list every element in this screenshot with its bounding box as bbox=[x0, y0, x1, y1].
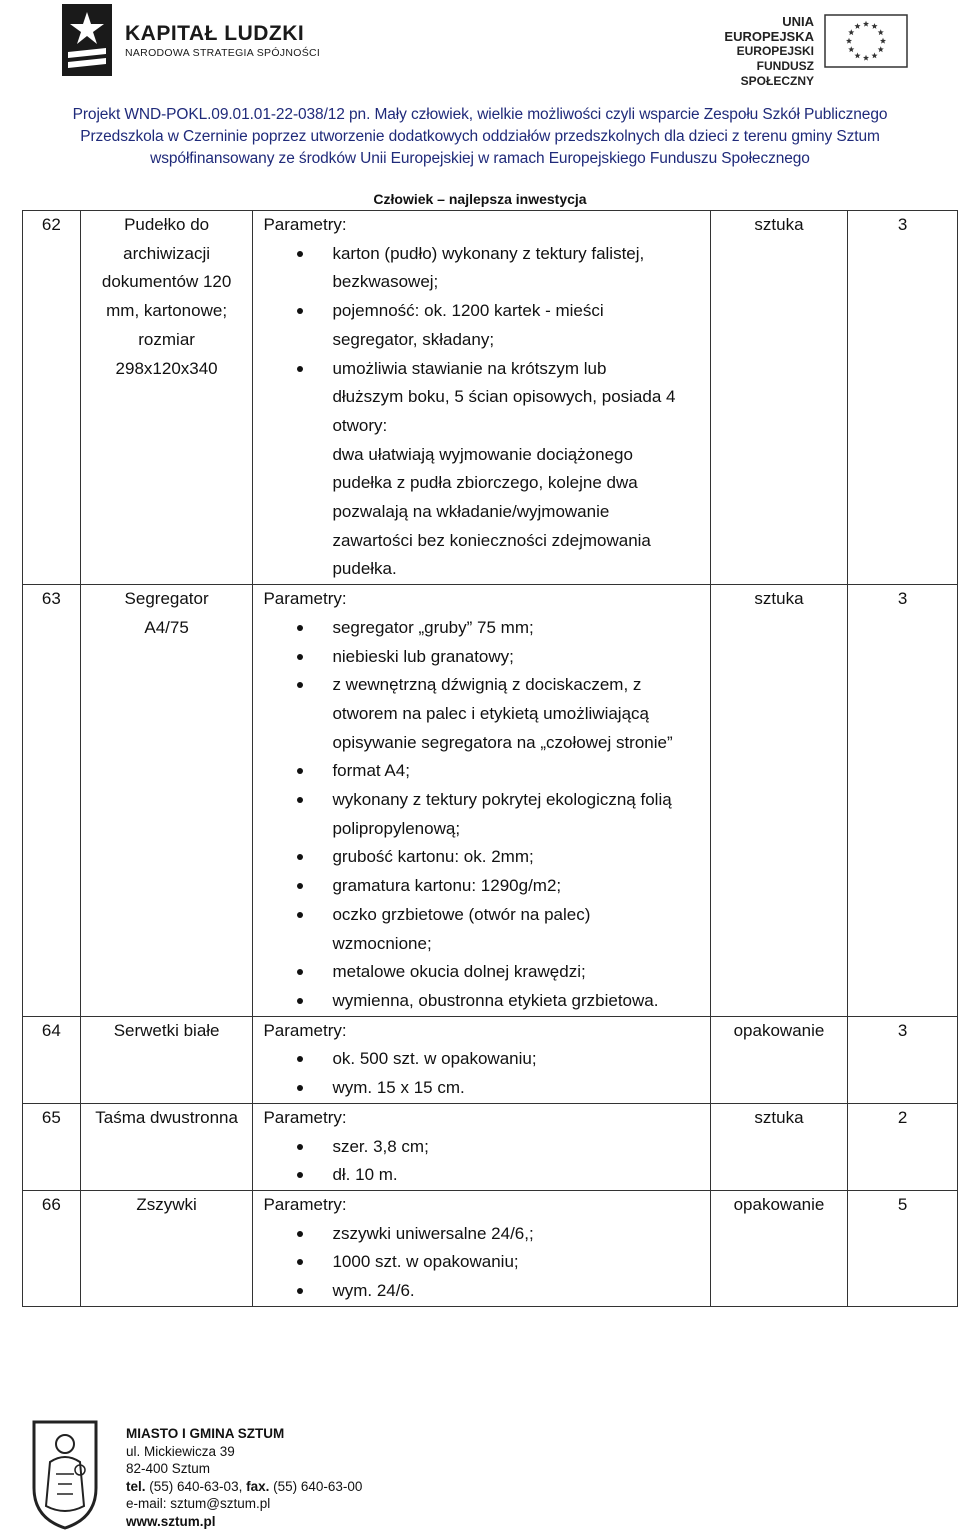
item-number: 66 bbox=[23, 1190, 81, 1306]
item-name-line: A4/75 bbox=[144, 617, 189, 637]
footer-phone-line bbox=[126, 1478, 362, 1496]
kapital-ludzki-subtitle: NARODOWA STRATEGIA SPÓJNOŚCI bbox=[125, 47, 321, 59]
parameter-line: oczko grzbietowe (otwór na palec) bbox=[332, 904, 591, 924]
item-name-line: Serwetki białe bbox=[113, 1020, 220, 1040]
item-quantity: 3 bbox=[848, 1016, 958, 1103]
project-line-2: Przedszkola w Czerninie poprzez utworzenie dodatkowych oddziałów przedszkolnych dla dzieci z terenu gminy Sztum bbox=[80, 128, 880, 145]
item-unit: opakowanie bbox=[710, 1016, 847, 1103]
parameter-list bbox=[263, 1133, 709, 1190]
parameter-line: metalowe okucia dolnej krawędzi; bbox=[332, 962, 586, 982]
item-name-line: rozmiar bbox=[138, 329, 195, 349]
table-row bbox=[23, 1016, 958, 1103]
item-number: 65 bbox=[23, 1103, 81, 1190]
parameter-line: z wewnętrzną dźwignią z dociskaczem, z bbox=[332, 675, 642, 695]
parameter-item bbox=[332, 786, 709, 843]
item-name bbox=[80, 1103, 253, 1190]
parameter-item bbox=[332, 901, 709, 958]
item-name bbox=[80, 585, 253, 1017]
item-name-line: 298x120x340 bbox=[115, 358, 218, 378]
parameters-label: Parametry: bbox=[263, 1020, 347, 1040]
eu-logo-line3: FUNDUSZ SPOŁECZNY bbox=[740, 59, 814, 88]
table-row bbox=[23, 1103, 958, 1190]
parameter-item bbox=[332, 958, 709, 987]
project-line-1: Projekt WND-POKL.09.01.01-22-038/12 pn. Mały człowiek, wielkie możliwości czyli wsparcie Zespołu Szkół Publicznego bbox=[72, 106, 888, 123]
parameter-item bbox=[332, 1248, 709, 1277]
item-quantity: 5 bbox=[848, 1190, 958, 1306]
parameter-line: szer. 3,8 cm; bbox=[332, 1136, 429, 1156]
parameter-item bbox=[332, 1045, 709, 1074]
kapital-ludzki-title: KAPITAŁ LUDZKI bbox=[125, 22, 305, 45]
parameter-list bbox=[263, 614, 709, 1016]
parameter-line: wymienna, obustronna etykieta grzbietowa. bbox=[332, 990, 659, 1010]
table-row bbox=[23, 585, 958, 1017]
item-parameters bbox=[253, 1016, 710, 1103]
sztum-crest-icon bbox=[30, 1418, 100, 1530]
parameter-note-line: pudełka. bbox=[332, 559, 397, 579]
parameter-item bbox=[332, 843, 709, 872]
footer-city: 82-400 Sztum bbox=[126, 1461, 211, 1477]
parameters-label: Parametry: bbox=[263, 589, 347, 609]
parameter-item bbox=[332, 240, 709, 297]
item-unit: opakowanie bbox=[710, 1190, 847, 1306]
item-number: 63 bbox=[23, 585, 81, 1017]
parameter-item bbox=[332, 872, 709, 901]
item-parameters bbox=[253, 1190, 710, 1306]
item-name bbox=[80, 211, 253, 585]
parameter-item bbox=[332, 987, 709, 1016]
parameter-line: wykonany z tektury pokrytej ekologiczną folią bbox=[332, 790, 672, 810]
parameter-line: wym. 24/6. bbox=[332, 1281, 415, 1301]
parameter-item bbox=[332, 1277, 709, 1306]
parameter-item bbox=[332, 1133, 709, 1162]
parameter-item bbox=[332, 671, 709, 757]
footer-street: ul. Mickiewicza 39 bbox=[126, 1443, 235, 1459]
parameter-item bbox=[332, 1074, 709, 1103]
item-unit: sztuka bbox=[710, 211, 847, 585]
footer-fax: (55) 640-63-00 bbox=[269, 1478, 363, 1494]
project-line-3: współfinansowany ze środków Unii Europejskiej w ramach Europejskiego Funduszu Społecznego bbox=[150, 150, 810, 167]
item-number: 62 bbox=[23, 211, 81, 585]
item-quantity: 3 bbox=[848, 585, 958, 1017]
parameter-item bbox=[332, 643, 709, 672]
parameter-line: wym. 15 x 15 cm. bbox=[332, 1078, 465, 1098]
parameter-line: otwory: bbox=[332, 415, 388, 435]
parameter-line: format A4; bbox=[332, 761, 410, 781]
parameters-label: Parametry: bbox=[263, 215, 347, 234]
item-name-line: mm, kartonowe; bbox=[106, 301, 228, 321]
item-parameters bbox=[253, 585, 710, 1017]
item-name-line: Segregator bbox=[124, 589, 209, 609]
parameter-item bbox=[332, 1220, 709, 1249]
kapital-ludzki-emblem-icon bbox=[62, 4, 112, 76]
footer-phone: (55) 640-63-03, bbox=[145, 1478, 247, 1494]
eu-logo-text bbox=[690, 14, 814, 89]
table-row bbox=[23, 211, 958, 585]
item-parameters bbox=[253, 211, 710, 585]
item-name-line: Pudełko do bbox=[124, 215, 210, 234]
parameter-line: bezkwasowej; bbox=[332, 272, 439, 292]
motto: Człowiek – najlepsza inwestycja bbox=[373, 191, 587, 207]
parameter-line: segregator, składany; bbox=[332, 329, 495, 349]
item-name-line: Taśma dwustronna bbox=[95, 1107, 238, 1127]
footer-org: MIASTO I GMINA SZTUM bbox=[126, 1426, 285, 1441]
eu-flag-icon bbox=[824, 14, 908, 68]
item-quantity: 2 bbox=[848, 1103, 958, 1190]
table-row bbox=[23, 1190, 958, 1306]
item-name bbox=[80, 1190, 253, 1306]
parameter-line: polipropylenową; bbox=[332, 818, 461, 838]
parameter-line: wzmocnione; bbox=[332, 933, 432, 953]
item-number: 64 bbox=[23, 1016, 81, 1103]
parameter-note-line: pozwalają na wkładanie/wyjmowanie bbox=[332, 502, 610, 522]
item-quantity: 3 bbox=[848, 211, 958, 585]
parameter-item bbox=[332, 614, 709, 643]
footer-phone-label: tel. bbox=[126, 1478, 146, 1494]
eu-logo-line1: UNIA EUROPEJSKA bbox=[724, 14, 814, 44]
parameters-label: Parametry: bbox=[263, 1194, 347, 1214]
eu-logo bbox=[690, 14, 940, 88]
footer-address bbox=[126, 1425, 362, 1531]
kapital-ludzki-logo bbox=[62, 4, 442, 78]
parameter-line: pojemność: ok. 1200 kartek - mieści bbox=[332, 301, 604, 321]
parameter-list bbox=[263, 1045, 709, 1102]
footer-website: www.sztum.pl bbox=[126, 1513, 216, 1529]
parameter-item bbox=[332, 757, 709, 786]
item-name-line: dokumentów 120 bbox=[101, 272, 232, 292]
parameters-label: Parametry: bbox=[263, 1107, 347, 1127]
parameter-line: opisywanie segregatora na „czołowej stronie” bbox=[332, 732, 673, 752]
parameter-note-line: pudełka z pudła zbiorczego, kolejne dwa bbox=[332, 473, 638, 493]
parameter-line: karton (pudło) wykonany z tektury falistej, bbox=[332, 243, 645, 263]
parameter-line: niebieski lub granatowy; bbox=[332, 646, 514, 666]
item-name-line: Zszywki bbox=[136, 1194, 197, 1214]
parameter-item bbox=[332, 297, 709, 354]
item-unit: sztuka bbox=[710, 585, 847, 1017]
item-parameters bbox=[253, 1103, 710, 1190]
eu-logo-line2: EUROPEJSKI bbox=[736, 44, 814, 58]
parameter-item bbox=[332, 1161, 709, 1190]
parameter-item bbox=[332, 355, 709, 441]
item-unit: sztuka bbox=[710, 1103, 847, 1190]
parameter-note-line: dwa ułatwiają wyjmowanie dociążonego bbox=[332, 444, 633, 464]
items-table bbox=[22, 210, 958, 1307]
footer-fax-label: fax. bbox=[246, 1478, 270, 1494]
parameter-note-line: zawartości bez konieczności zdejmowania bbox=[332, 530, 651, 550]
parameter-line: segregator „gruby” 75 mm; bbox=[332, 617, 534, 637]
parameter-list bbox=[263, 240, 709, 441]
parameter-line: zszywki uniwersalne 24/6,; bbox=[332, 1223, 534, 1243]
parameter-line: dł. 10 m. bbox=[332, 1165, 398, 1185]
parameter-line: otworem na palec i etykietą umożliwiającą bbox=[332, 703, 649, 723]
item-name-line: archiwizacji bbox=[123, 243, 211, 263]
parameter-line: 1000 szt. w opakowaniu; bbox=[332, 1252, 519, 1272]
parameter-line: ok. 500 szt. w opakowaniu; bbox=[332, 1049, 537, 1069]
item-name bbox=[80, 1016, 253, 1103]
parameter-line: grubość kartonu: ok. 2mm; bbox=[332, 847, 534, 867]
parameter-line: gramatura kartonu: 1290g/m2; bbox=[332, 876, 562, 896]
parameter-line: umożliwia stawianie na krótszym lub bbox=[332, 358, 607, 378]
parameter-line: dłuższym boku, 5 ścian opisowych, posiada 4 bbox=[332, 387, 676, 407]
parameter-list bbox=[263, 1220, 709, 1306]
footer-email: e-mail: sztum@sztum.pl bbox=[126, 1496, 271, 1512]
